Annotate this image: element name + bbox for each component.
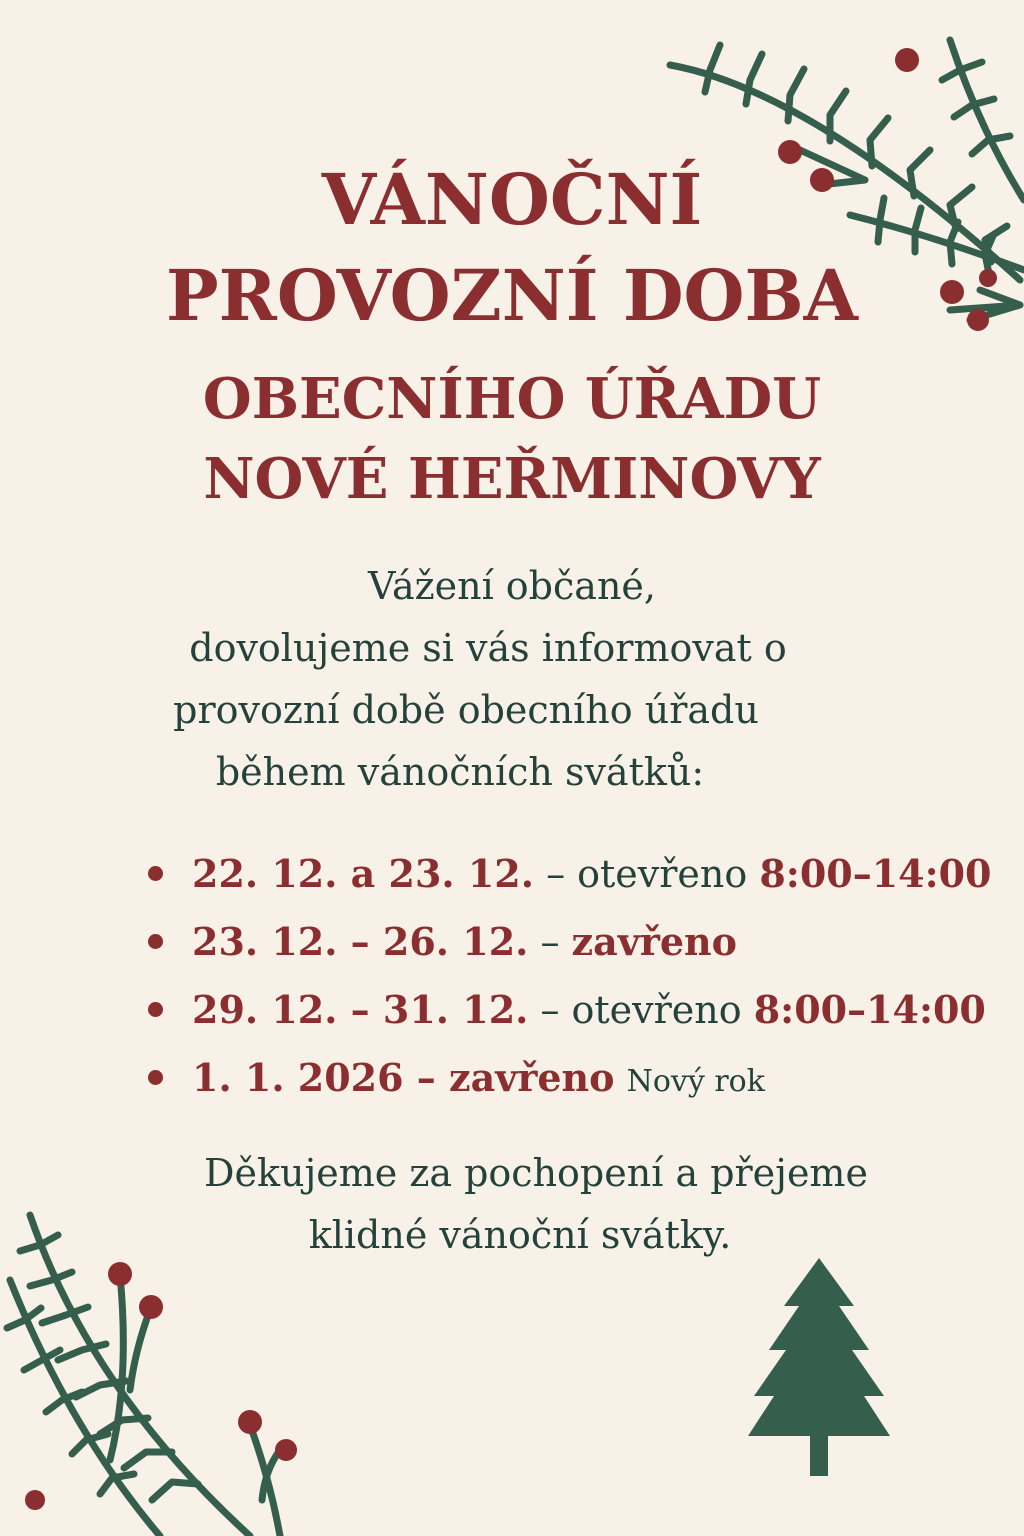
closing-line-2: klidné vánoční svátky. — [308, 1213, 732, 1257]
title-line-2: PROVOZNÍ DOBA — [166, 254, 858, 337]
subtitle-line-2: NOVÉ HEŘMINOVY — [203, 446, 821, 512]
schedule-dates: 1. 1. 2026 — [192, 1055, 404, 1100]
bullet-icon — [148, 1002, 163, 1017]
bullet-icon — [148, 1070, 163, 1085]
schedule-status: zavřeno — [449, 1055, 615, 1100]
schedule-hours: 8:00–14:00 — [759, 851, 992, 896]
schedule-separator: – — [403, 1055, 450, 1100]
schedule-separator: – — [528, 920, 572, 964]
schedule-hours: 8:00–14:00 — [753, 987, 986, 1032]
schedule-note: Nový rok — [626, 1064, 765, 1099]
schedule-item — [140, 976, 1000, 1044]
schedule-separator: – — [533, 852, 578, 896]
title-line-1: VÁNOČNÍ — [321, 158, 703, 241]
bullet-icon — [148, 866, 163, 881]
schedule-item — [140, 1044, 1000, 1112]
schedule-status: otevřeno — [577, 852, 748, 896]
closing-line-1: Děkujeme za pochopení a přejeme — [204, 1151, 868, 1195]
schedule-list — [140, 840, 1000, 1112]
schedule-dates: 23. 12. – 26. 12. — [192, 919, 529, 964]
bullet-icon — [148, 934, 163, 949]
schedule-item — [140, 840, 1000, 908]
schedule-separator: – — [528, 988, 572, 1032]
schedule-status: otevřeno — [571, 988, 742, 1032]
greeting: Vážení občané, — [367, 564, 656, 608]
schedule-dates: 29. 12. – 31. 12. — [192, 987, 529, 1032]
schedule-dates: 22. 12. a 23. 12. — [192, 851, 534, 896]
subtitle-line-1: OBECNÍHO ÚŘADU — [202, 366, 822, 432]
intro-line-2: dovolujeme si vás informovat o — [189, 626, 787, 670]
schedule-status: zavřeno — [571, 919, 737, 964]
intro-line-3: provozní době obecního úřadu — [173, 688, 759, 732]
schedule-item — [140, 908, 1000, 976]
christmas-tree-icon — [744, 1258, 894, 1476]
intro-line-4: během vánočních svátků: — [215, 750, 705, 794]
